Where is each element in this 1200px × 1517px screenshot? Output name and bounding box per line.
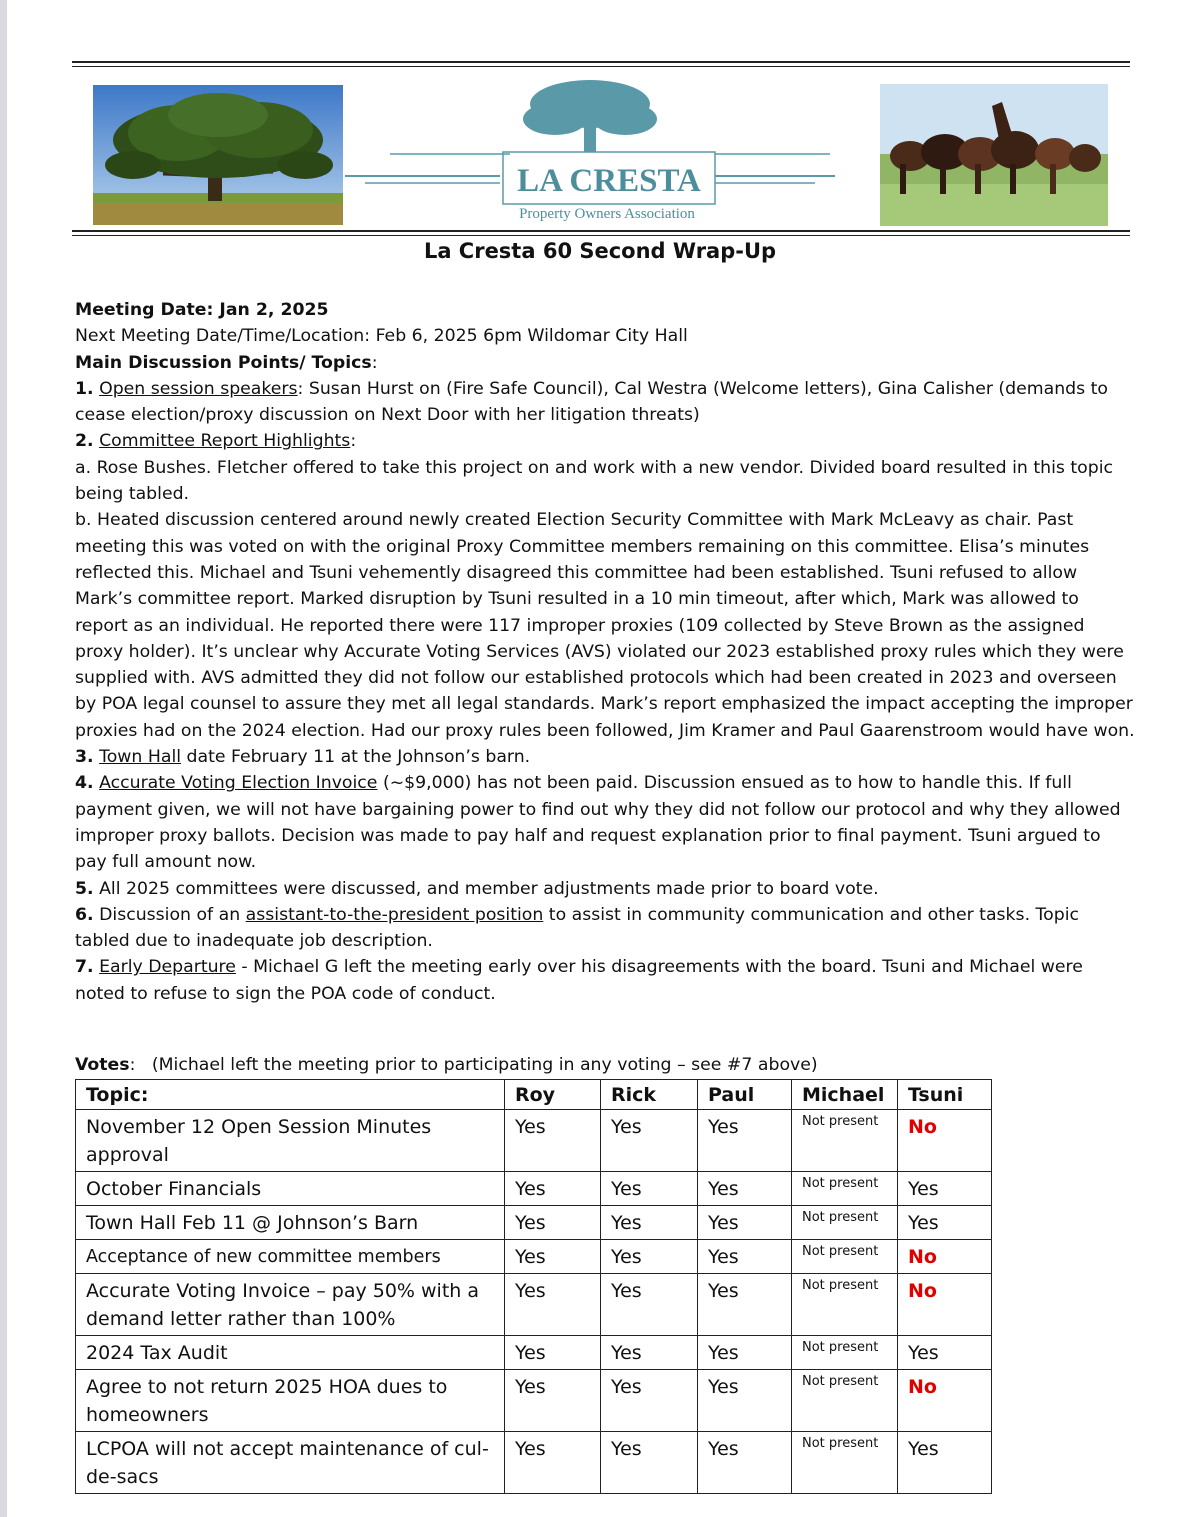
header-rule-top xyxy=(72,61,1130,63)
vote-paul: Yes xyxy=(698,1336,792,1370)
header-roy: Roy xyxy=(505,1080,601,1110)
vote-tsuni: Yes xyxy=(898,1432,992,1494)
vote-michael: Not present xyxy=(792,1240,898,1274)
vote-rick: Yes xyxy=(601,1172,698,1206)
vote-michael: Not present xyxy=(792,1206,898,1240)
table-row xyxy=(76,1370,992,1432)
main-points-heading: Main Discussion Points/ Topics xyxy=(75,352,372,373)
vote-topic: Accurate Voting Invoice – pay 50% with a demand letter rather than 100% xyxy=(76,1274,505,1336)
vote-roy: Yes xyxy=(505,1172,601,1206)
vote-paul: Yes xyxy=(698,1274,792,1336)
item-1 xyxy=(75,376,1135,429)
vote-michael: Not present xyxy=(792,1274,898,1336)
vote-paul: Yes xyxy=(698,1240,792,1274)
vote-topic: Agree to not return 2025 HOA dues to homeowners xyxy=(76,1370,505,1432)
header-tsuni: Tsuni xyxy=(898,1080,992,1110)
meeting-summary xyxy=(75,297,1135,1007)
votes-label: Votes xyxy=(75,1055,130,1075)
item-7-text: - Michael G left the meeting early over his disagreements with the board. Tsuni and Michael were noted to refuse to sign the POA code of conduct. xyxy=(75,957,1083,1004)
vote-paul: Yes xyxy=(698,1172,792,1206)
main-points-colon: : xyxy=(371,352,378,373)
logo-name-text: LA CRESTA xyxy=(517,163,701,199)
item-7-title: Early Departure xyxy=(99,957,236,978)
votes-header-row xyxy=(76,1080,992,1110)
table-row xyxy=(76,1336,992,1370)
vote-rick: Yes xyxy=(601,1370,698,1432)
item-3-text: date February 11 at the Johnson’s barn. xyxy=(181,747,531,768)
vote-topic: October Financials xyxy=(76,1172,505,1206)
vote-michael: Not present xyxy=(792,1432,898,1494)
vote-rick: Yes xyxy=(601,1206,698,1240)
item-2-title: Committee Report Highlights xyxy=(99,431,351,452)
vote-roy: Yes xyxy=(505,1432,601,1494)
item-4 xyxy=(75,770,1135,875)
next-meeting: Next Meeting Date/Time/Location: Feb 6, 2025 6pm Wildomar City Hall xyxy=(75,326,688,347)
vote-michael: Not present xyxy=(792,1172,898,1206)
item-5 xyxy=(75,876,1135,902)
vote-topic: Acceptance of new committee members xyxy=(76,1240,505,1274)
header-rule-bottom xyxy=(72,230,1130,232)
item-1-number: 1. xyxy=(75,378,94,399)
item-1-title: Open session speakers xyxy=(99,378,298,399)
item-3-number: 3. xyxy=(75,747,94,768)
vote-rick: Yes xyxy=(601,1240,698,1274)
vote-topic: 2024 Tax Audit xyxy=(76,1336,505,1370)
votes-table xyxy=(75,1079,992,1494)
table-row xyxy=(76,1432,992,1494)
item-7-number: 7. xyxy=(75,957,94,978)
vote-rick: Yes xyxy=(601,1336,698,1370)
page-edge xyxy=(0,0,7,1517)
oak-tree-photo xyxy=(93,85,343,225)
table-row xyxy=(76,1240,992,1274)
header-michael: Michael xyxy=(792,1080,898,1110)
votes-note: : (Michael left the meeting prior to participating in any voting – see #7 above) xyxy=(129,1055,818,1075)
item-4-text: (~$9,000) has not been paid. Discussion ensued as to how to handle this. If full payment given, we will not have bargaining power to find out why they did not follow our protocol and why they allowed improper proxy ballots. Decision was made to pay half and request explanation prior to final payment. Tsuni argued to pay full amount now. xyxy=(75,773,1121,873)
vote-tsuni: Yes xyxy=(898,1206,992,1240)
item-7 xyxy=(75,954,1135,1007)
header-rule-top-thin xyxy=(72,66,1130,67)
vote-michael: Not present xyxy=(792,1370,898,1432)
header-topic: Topic: xyxy=(76,1080,505,1110)
document-title: La Cresta 60 Second Wrap-Up xyxy=(423,239,777,263)
item-3 xyxy=(75,744,1135,770)
item-6-text: to assist in community communication and other tasks. Topic tabled due to inadequate job description. xyxy=(75,904,1080,952)
table-row xyxy=(76,1172,992,1206)
votes-heading xyxy=(75,1055,818,1075)
item-6-number: 6. xyxy=(75,904,94,925)
item-1-text: : Susan Hurst on (Fire Safe Council), Cal Westra (Welcome letters), Gina Calisher (demands to cease election/proxy discussion on Next Door with her litigation threats) xyxy=(75,378,1108,426)
vote-paul: Yes xyxy=(698,1432,792,1494)
vote-michael: Not present xyxy=(792,1336,898,1370)
item-6 xyxy=(75,902,1135,955)
item-2b: b. Heated discussion centered around newly created Election Security Committee with Mark McLeavy as chair. Past meeting this was voted on with the original Proxy Committee members remaining on this committee. Elisa’s minutes reflected this. Michael and Tsuni vehemently disagreed this committee had been established. Tsuni refused to allow Mark’s committee report. Marked disruption by Tsuni resulted in a 10 min timeout, after which, Mark was allowed to report as an individual. He reported there were 117 improper proxies (109 collected by Steve Brown as the assigned proxy holder). It’s unclear why Accurate Voting Services (AVS) violated our 2023 established proxy rules which they were supplied with. AVS admitted they did not follow our established protocols which had been created in 2023 and overseen by POA legal counsel to assure they met all legal standards. Mark’s report emphasized the impact accepting the improper proxies had on the 2024 election. Had our proxy rules been followed, Jim Kramer and Paul Gaarenstroom would have won. xyxy=(75,510,1135,741)
vote-rick: Yes xyxy=(601,1432,698,1494)
vote-tsuni: No xyxy=(898,1274,992,1336)
item-4-number: 4. xyxy=(75,773,94,794)
vote-tsuni: No xyxy=(898,1370,992,1432)
vote-roy: Yes xyxy=(505,1274,601,1336)
header-rick: Rick xyxy=(601,1080,698,1110)
vote-tsuni: Yes xyxy=(898,1336,992,1370)
vote-tsuni: No xyxy=(898,1240,992,1274)
table-row xyxy=(76,1274,992,1336)
header-paul: Paul xyxy=(698,1080,792,1110)
table-row xyxy=(76,1110,992,1172)
header-rule-bottom-thin xyxy=(72,235,1130,236)
item-4-title: Accurate Voting Election Invoice xyxy=(99,773,378,794)
la-cresta-logo xyxy=(345,74,835,224)
vote-roy: Yes xyxy=(505,1206,601,1240)
vote-tsuni: Yes xyxy=(898,1172,992,1206)
vote-roy: Yes xyxy=(505,1370,601,1432)
item-6-pre: Discussion of an xyxy=(93,904,246,925)
vote-topic: November 12 Open Session Minutes approval xyxy=(76,1110,505,1172)
vote-michael: Not present xyxy=(792,1110,898,1172)
item-6-title: assistant-to-the-president position xyxy=(245,904,544,925)
vote-rick: Yes xyxy=(601,1274,698,1336)
vote-paul: Yes xyxy=(698,1110,792,1172)
logo-subtitle-text: Property Owners Association xyxy=(519,206,695,222)
horses-photo xyxy=(880,84,1108,226)
meeting-date: Meeting Date: Jan 2, 2025 xyxy=(75,300,329,320)
item-2a: a. Rose Bushes. Fletcher offered to take this project on and work with a new vendor. Divided board resulted in this topic being tabled. xyxy=(75,457,1114,505)
item-5-text: All 2025 committees were discussed, and member adjustments made prior to board vote. xyxy=(93,878,879,899)
item-2-number: 2. xyxy=(75,431,94,452)
vote-roy: Yes xyxy=(505,1110,601,1172)
item-2-text: : xyxy=(350,431,357,452)
vote-topic: Town Hall Feb 11 @ Johnson’s Barn xyxy=(76,1206,505,1240)
table-row xyxy=(76,1206,992,1240)
vote-roy: Yes xyxy=(505,1240,601,1274)
vote-topic: LCPOA will not accept maintenance of cul-de-sacs xyxy=(76,1432,505,1494)
item-2 xyxy=(75,428,1135,454)
item-3-title: Town Hall xyxy=(99,747,182,768)
vote-rick: Yes xyxy=(601,1110,698,1172)
vote-roy: Yes xyxy=(505,1336,601,1370)
item-5-number: 5. xyxy=(75,878,94,899)
vote-tsuni: No xyxy=(898,1110,992,1172)
vote-paul: Yes xyxy=(698,1206,792,1240)
vote-paul: Yes xyxy=(698,1370,792,1432)
